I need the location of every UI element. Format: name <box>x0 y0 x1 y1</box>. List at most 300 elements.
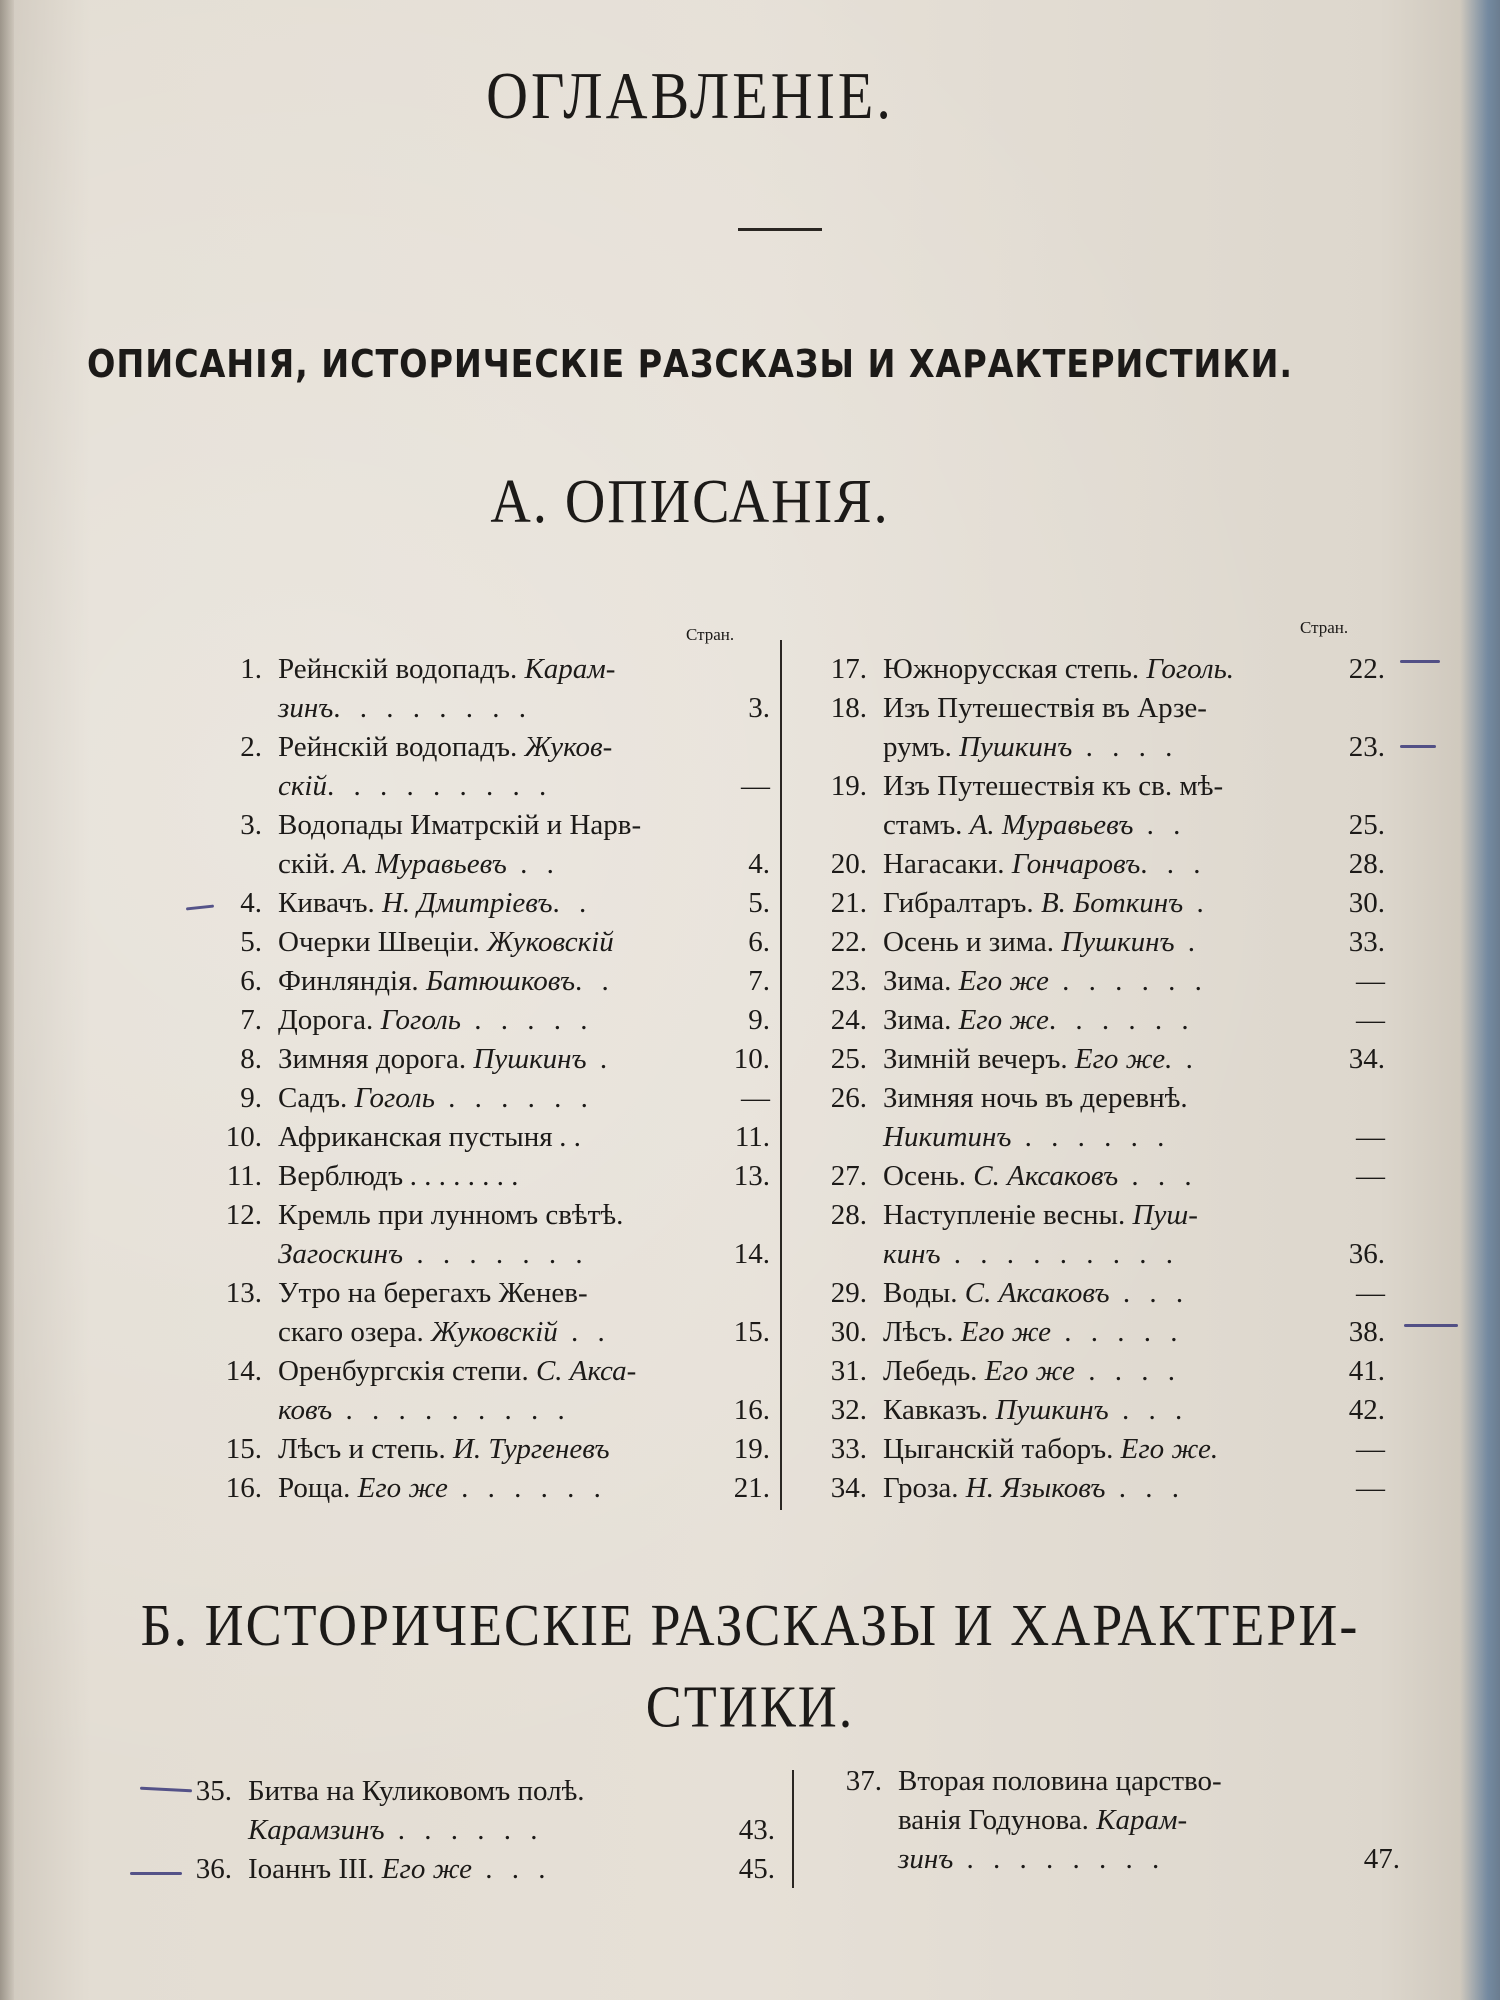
toc-entry-line <box>190 845 770 884</box>
toc-entry <box>190 650 770 728</box>
toc-entry <box>815 1313 1385 1352</box>
entry-author: Жуков- <box>524 731 613 763</box>
toc-entry <box>190 728 770 806</box>
entry-author: Карам- <box>1096 1804 1188 1836</box>
entry-title: Нагасаки. <box>883 848 1012 880</box>
entry-text <box>248 1850 552 1889</box>
entry-title: стамъ. <box>883 809 970 841</box>
toc-entry <box>190 1430 770 1469</box>
entry-text <box>248 1772 585 1811</box>
entry-text <box>278 884 592 923</box>
entry-text <box>883 1001 1195 1040</box>
entry-text <box>883 1079 1188 1118</box>
toc-entry-line <box>815 1196 1385 1235</box>
entry-author: Его же <box>958 965 1049 997</box>
toc-entry <box>815 923 1385 962</box>
entry-text <box>883 1118 1170 1157</box>
page-number: 42. <box>1348 1394 1385 1426</box>
entry-title: скій. <box>278 848 344 880</box>
toc-entry <box>180 1772 775 1850</box>
page-number: 45. <box>738 1853 775 1885</box>
leader-dots: . . <box>557 1316 611 1348</box>
leader-dots: . <box>1183 887 1210 919</box>
leader-dots: . . . . . . <box>434 1082 594 1114</box>
entry-title: Осень. <box>883 1160 974 1192</box>
entry-author: Карам- <box>524 653 616 685</box>
toc-entry-line <box>180 1772 775 1811</box>
toc-entry-line <box>190 1313 770 1352</box>
page-number: — <box>741 770 770 802</box>
toc-entry-line <box>815 1391 1385 1430</box>
toc-entry <box>815 1352 1385 1391</box>
toc-entry-line <box>815 728 1385 767</box>
toc-entry-line <box>815 767 1385 806</box>
page-number: 15. <box>733 1316 770 1348</box>
toc-entry <box>190 962 770 1001</box>
entry-author: Его же. <box>1120 1433 1219 1465</box>
column-divider-a <box>780 640 782 1510</box>
leader-dots: . <box>1174 926 1202 958</box>
toc-entry <box>815 767 1385 845</box>
entry-title: Зимній вечеръ. <box>883 1043 1075 1075</box>
toc-entry-line <box>830 1801 1400 1840</box>
page-number: 28. <box>1348 848 1385 880</box>
toc-entry <box>815 884 1385 923</box>
entry-text <box>898 1801 1187 1840</box>
leader-dots: . . . . . . . . <box>333 692 533 724</box>
entry-text <box>278 845 560 884</box>
entry-author: И. Тургеневъ <box>452 1433 610 1465</box>
entry-text <box>883 845 1207 884</box>
entry-title: Кивачъ. <box>278 887 382 919</box>
page-number: 47. <box>1363 1843 1400 1875</box>
entry-title: Дорога. <box>278 1004 381 1036</box>
toc-entry <box>815 1274 1385 1313</box>
entry-author: Его же <box>984 1355 1075 1387</box>
entry-number: 20. <box>830 848 867 880</box>
entry-text <box>278 1040 613 1079</box>
toc-entry-line <box>815 689 1385 728</box>
entry-text <box>883 650 1234 689</box>
leader-dots: . . . <box>1109 1277 1190 1309</box>
entry-title: Очерки Швеціи. <box>278 926 488 958</box>
subsection-b-title-line2: СТИКИ. <box>645 1673 855 1740</box>
toc-entry-line <box>815 884 1385 923</box>
entry-author: Пушкинъ <box>1061 926 1175 958</box>
entry-author: Пушкинъ <box>473 1043 587 1075</box>
leader-dots: . . . <box>1118 1160 1198 1192</box>
toc-entry-line <box>190 689 770 728</box>
page-number: 5. <box>748 887 770 919</box>
entry-author: Гоголь <box>380 1004 461 1036</box>
leader-dots: . . . . <box>1072 731 1179 763</box>
entry-author: Пушкинъ <box>995 1394 1109 1426</box>
entry-number: 26. <box>830 1082 867 1114</box>
entry-text <box>278 806 641 845</box>
entry-text <box>278 1430 610 1469</box>
toc-entry <box>190 884 770 923</box>
entry-number: 22. <box>830 926 867 958</box>
toc-entry <box>190 1274 770 1352</box>
page-number: 43. <box>738 1814 775 1846</box>
leader-dots: . . <box>1133 809 1187 841</box>
toc-entry <box>190 1196 770 1274</box>
toc-entry-line <box>190 1157 770 1196</box>
entry-text <box>278 1235 589 1274</box>
entry-title: Іоаннъ III. <box>248 1853 382 1885</box>
entry-number: 32. <box>830 1394 867 1426</box>
page-number: — <box>741 1082 770 1114</box>
entry-text <box>278 962 615 1001</box>
toc-entry-line <box>190 1235 770 1274</box>
entry-title: Южнорусская степь. <box>883 653 1147 685</box>
entry-text <box>883 884 1210 923</box>
entry-author: А. Муравьевъ <box>969 809 1134 841</box>
entry-author: Его же. <box>1074 1043 1173 1075</box>
entry-title: Рейнскій водопадъ. <box>278 653 525 685</box>
toc-entry <box>190 1040 770 1079</box>
ink-mark-36 <box>130 1872 182 1875</box>
toc-column-b-right <box>830 1762 1400 1879</box>
leader-dots: . . . . . . <box>1048 1004 1195 1036</box>
page-number: — <box>1356 1160 1385 1192</box>
entry-title: Гроза. <box>883 1472 966 1504</box>
column-divider-b <box>792 1770 794 1888</box>
entry-number: 8. <box>240 1043 262 1075</box>
entry-number: 27. <box>830 1160 867 1192</box>
entry-title: Зима. <box>883 965 959 997</box>
page-number: — <box>1356 1472 1385 1504</box>
entry-title: Осень и зима. <box>883 926 1062 958</box>
page-number: 23. <box>1348 731 1385 763</box>
entry-title: Лебедь. <box>883 1355 985 1387</box>
toc-entry-line <box>190 884 770 923</box>
entry-title: Гибралтаръ. <box>883 887 1041 919</box>
entry-number: 1. <box>240 653 262 685</box>
entry-number: 13. <box>225 1277 262 1309</box>
leader-dots: . . . <box>1140 848 1207 880</box>
toc-entry-line <box>815 1118 1385 1157</box>
entry-text <box>278 728 612 767</box>
leader-dots: . . . . . . . . . <box>327 770 553 802</box>
toc-column-b-left <box>180 1772 775 1889</box>
entry-title: Роща. <box>278 1472 358 1504</box>
entry-number: 21. <box>830 887 867 919</box>
entry-title: Кремль при лунномъ свѣтѣ. <box>278 1199 624 1231</box>
toc-entry-line <box>815 1079 1385 1118</box>
entry-title: Водопады Иматрскій и Нарв- <box>278 809 642 841</box>
leader-dots: . . . <box>1105 1472 1185 1504</box>
entry-author: скій <box>278 770 327 802</box>
toc-entry-line <box>190 1001 770 1040</box>
toc-entry <box>190 1352 770 1430</box>
page-number: — <box>1356 1004 1385 1036</box>
leader-dots: . . . <box>472 1853 552 1885</box>
entry-number: 17. <box>830 653 867 685</box>
entry-title: Кавказъ. <box>883 1394 996 1426</box>
leader-dots: . . <box>575 965 615 997</box>
page-number: 34. <box>1348 1043 1385 1075</box>
entry-text <box>883 689 1207 728</box>
leader-dots: . . . . . <box>1051 1316 1184 1348</box>
page-number: 33. <box>1348 926 1385 958</box>
page-number: 14. <box>733 1238 770 1270</box>
toc-entry-line <box>190 1196 770 1235</box>
toc-entry-line <box>190 1430 770 1469</box>
entry-author: Батюшковъ <box>425 965 576 997</box>
entry-number: 7. <box>240 1004 262 1036</box>
toc-entry-line <box>815 1469 1385 1508</box>
entry-title: Верблюдъ <box>278 1160 404 1192</box>
toc-entry-line <box>180 1811 775 1850</box>
entry-text <box>278 1469 607 1508</box>
toc-entry-line <box>180 1850 775 1889</box>
page-number: — <box>1356 1121 1385 1153</box>
leader-dots: . . . . . . <box>1011 1121 1171 1153</box>
entry-author: С. Аксаковъ <box>973 1160 1119 1192</box>
entry-author: Его же <box>357 1472 448 1504</box>
entry-text <box>883 1274 1189 1313</box>
toc-entry-line <box>190 1079 770 1118</box>
entry-author: Никитинъ <box>883 1121 1012 1153</box>
toc-entry <box>815 1079 1385 1157</box>
entry-title: Лѣсъ. <box>883 1316 961 1348</box>
toc-entry-line <box>815 1040 1385 1079</box>
entry-text <box>278 650 615 689</box>
entry-text <box>883 767 1223 806</box>
toc-entry-line <box>815 923 1385 962</box>
entry-number: 5. <box>240 926 262 958</box>
entry-number: 37. <box>845 1765 882 1797</box>
toc-entry-line <box>190 1469 770 1508</box>
toc-entry-line <box>190 923 770 962</box>
toc-entry-line <box>815 806 1385 845</box>
toc-entry-line <box>815 1313 1385 1352</box>
ink-mark-18 <box>1400 745 1436 748</box>
entry-number: 30. <box>830 1316 867 1348</box>
toc-entry-line <box>815 650 1385 689</box>
toc-entry-line <box>190 1040 770 1079</box>
leader-dots: . . . <box>1108 1394 1189 1426</box>
page-label-right: Стран. <box>1300 618 1349 637</box>
page-number: 21. <box>733 1472 770 1504</box>
entry-number: 4. <box>240 887 262 919</box>
entry-number: 19. <box>830 770 867 802</box>
toc-entry-line <box>190 1391 770 1430</box>
entry-number: 23. <box>830 965 867 997</box>
toc-entry <box>190 1469 770 1508</box>
toc-entry <box>830 1762 1400 1879</box>
entry-text <box>883 923 1201 962</box>
entry-text <box>278 1313 611 1352</box>
entry-number: 34. <box>830 1472 867 1504</box>
toc-entry-line <box>190 1274 770 1313</box>
entry-author: Жуковскій <box>431 1316 558 1348</box>
entry-text <box>883 1235 1179 1274</box>
section-title: ОПИСАНІЯ, ИСТОРИЧЕСКІЕ РАЗСКАЗЫ И ХАРАКТЕРИСТИКИ. <box>87 342 1293 386</box>
toc-entry <box>815 1040 1385 1079</box>
entry-author: . . . . . . . . <box>403 1160 520 1192</box>
leader-dots: . . . . . . . . . <box>332 1394 571 1426</box>
subsection-b-title-line1: Б. ИСТОРИЧЕСКІЕ РАЗСКАЗЫ И ХАРАКТЕРИ- <box>140 1592 1360 1659</box>
page-number: 36. <box>1348 1238 1385 1270</box>
page-number: 9. <box>748 1004 770 1036</box>
entry-text <box>883 1391 1188 1430</box>
entry-title: Зима. <box>883 1004 959 1036</box>
leader-dots: . . . . . . . <box>403 1238 589 1270</box>
entry-number: 11. <box>226 1160 262 1192</box>
entry-number: 14. <box>225 1355 262 1387</box>
toc-entry <box>190 1001 770 1040</box>
toc-entry <box>190 923 770 962</box>
toc-entry <box>815 845 1385 884</box>
entry-text <box>883 806 1186 845</box>
toc-entry <box>190 1118 770 1157</box>
title-rule <box>738 228 822 231</box>
entry-author: Жуковскій <box>487 926 614 958</box>
toc-entry-line <box>815 1274 1385 1313</box>
entry-author: зинъ <box>278 692 334 724</box>
entry-number: 36. <box>195 1853 232 1885</box>
leader-dots: . . . . . . <box>384 1814 544 1846</box>
entry-text <box>898 1762 1222 1801</box>
entry-author: С. Аксаковъ <box>964 1277 1110 1309</box>
page-number: 38. <box>1348 1316 1385 1348</box>
entry-text <box>898 1840 1165 1879</box>
entry-title: Воды. <box>883 1277 965 1309</box>
entry-number: 24. <box>830 1004 867 1036</box>
ink-mark-17 <box>1400 660 1440 663</box>
toc-entry-line <box>815 962 1385 1001</box>
leader-dots: . . . . . <box>461 1004 594 1036</box>
entry-title: Оренбургскія степи. <box>278 1355 536 1387</box>
entry-author: ковъ <box>278 1394 333 1426</box>
entry-number: 9. <box>240 1082 262 1114</box>
entry-author: Его же <box>960 1316 1052 1348</box>
entry-text <box>278 1079 594 1118</box>
entry-number: 10. <box>225 1121 262 1153</box>
toc-entry <box>815 1001 1385 1040</box>
leader-dots: . . <box>552 887 593 919</box>
entry-author: Карамзинъ <box>248 1814 385 1846</box>
toc-column-right <box>815 650 1385 1508</box>
entry-text <box>248 1811 544 1850</box>
toc-entry <box>190 1157 770 1196</box>
page-number: 10. <box>733 1043 770 1075</box>
entry-author: Его же <box>958 1004 1049 1036</box>
toc-entry-line <box>815 1352 1385 1391</box>
page-number: 3. <box>748 692 770 724</box>
toc-entry-line <box>190 806 770 845</box>
leader-dots: . <box>1172 1043 1199 1075</box>
toc-entry-line <box>190 1118 770 1157</box>
entry-number: 3. <box>240 809 262 841</box>
subsection-a-title: А. ОПИСАНІЯ. <box>490 467 890 537</box>
leader-dots: . <box>586 1043 614 1075</box>
entry-number: 12. <box>225 1199 262 1231</box>
entry-title: Зимняя дорога. <box>278 1043 474 1075</box>
entry-number: 28. <box>830 1199 867 1231</box>
toc-entry <box>190 1079 770 1118</box>
toc-entry <box>815 962 1385 1001</box>
page-number: 16. <box>733 1394 770 1426</box>
leader-dots: . . <box>506 848 560 880</box>
entry-text <box>883 1040 1199 1079</box>
page-number: 7. <box>748 965 770 997</box>
entry-number: 16. <box>225 1472 262 1504</box>
entry-title: румъ. <box>883 731 960 763</box>
entry-title: Садъ. <box>278 1082 355 1114</box>
leader-dots: . . . . . . . . <box>953 1843 1166 1875</box>
entry-number: 18. <box>830 692 867 724</box>
entry-text <box>278 689 532 728</box>
entry-author: Н. Дмитріевъ <box>381 887 553 919</box>
entry-text <box>883 962 1208 1001</box>
toc-entry <box>180 1850 775 1889</box>
page-number: 4. <box>748 848 770 880</box>
toc-entry <box>190 806 770 884</box>
entry-title: Африканская пустыня <box>278 1121 553 1153</box>
entry-title: Зимняя ночь въ деревнѣ. <box>883 1082 1188 1114</box>
entry-text <box>278 1391 571 1430</box>
entry-text <box>278 1001 594 1040</box>
toc-entry <box>815 1430 1385 1469</box>
toc-entry <box>815 1391 1385 1430</box>
leader-dots: . . . . <box>1074 1355 1181 1387</box>
entry-title: Рейнскій водопадъ. <box>278 731 525 763</box>
page-number: 25. <box>1348 809 1385 841</box>
entry-author: кинъ <box>883 1238 941 1270</box>
toc-entry-line <box>190 767 770 806</box>
entry-title: Изъ Путешествія въ Арзе- <box>883 692 1207 724</box>
page-number: 11. <box>734 1121 770 1153</box>
entry-number: 6. <box>240 965 262 997</box>
entry-title: Вторая половина царство- <box>898 1765 1222 1797</box>
entry-author: Гоголь. <box>1146 653 1235 685</box>
entry-text <box>278 1352 636 1391</box>
entry-number: 25. <box>830 1043 867 1075</box>
toc-entry-line <box>830 1840 1400 1879</box>
entry-author: Н. Языковъ <box>965 1472 1106 1504</box>
entry-title: Битва на Куликовомъ полѣ. <box>248 1775 585 1807</box>
page-number: 22. <box>1348 653 1385 685</box>
entry-author: Загоскинъ <box>278 1238 404 1270</box>
entry-title: Наступленіе весны. <box>883 1199 1133 1231</box>
entry-title: Утро на берегахъ Женев- <box>278 1277 588 1309</box>
entry-title: Изъ Путешествія къ св. мѣ- <box>883 770 1224 802</box>
toc-entry-line <box>190 650 770 689</box>
subsection-b-title <box>0 1585 1500 1748</box>
page-label-left: Стран. <box>686 625 735 644</box>
entry-text <box>883 1196 1198 1235</box>
toc-entry <box>815 1196 1385 1274</box>
toc-entry-line <box>190 962 770 1001</box>
leader-dots: . . . . . . . . . <box>940 1238 1180 1270</box>
page-title: ОГЛАВЛЕНІЕ. <box>486 58 894 133</box>
entry-title: ванія Годунова. <box>898 1804 1097 1836</box>
toc-entry-line <box>815 1430 1385 1469</box>
toc-entry-line <box>830 1762 1400 1801</box>
page-number: — <box>1356 965 1385 997</box>
toc-column-left <box>190 650 770 1508</box>
page-number: 13. <box>733 1160 770 1192</box>
page-number: 19. <box>733 1433 770 1465</box>
entry-text <box>278 1157 519 1196</box>
entry-text <box>883 1313 1184 1352</box>
entry-author: зинъ <box>898 1843 954 1875</box>
toc-entry <box>815 1469 1385 1508</box>
toc-entry-line <box>190 1352 770 1391</box>
